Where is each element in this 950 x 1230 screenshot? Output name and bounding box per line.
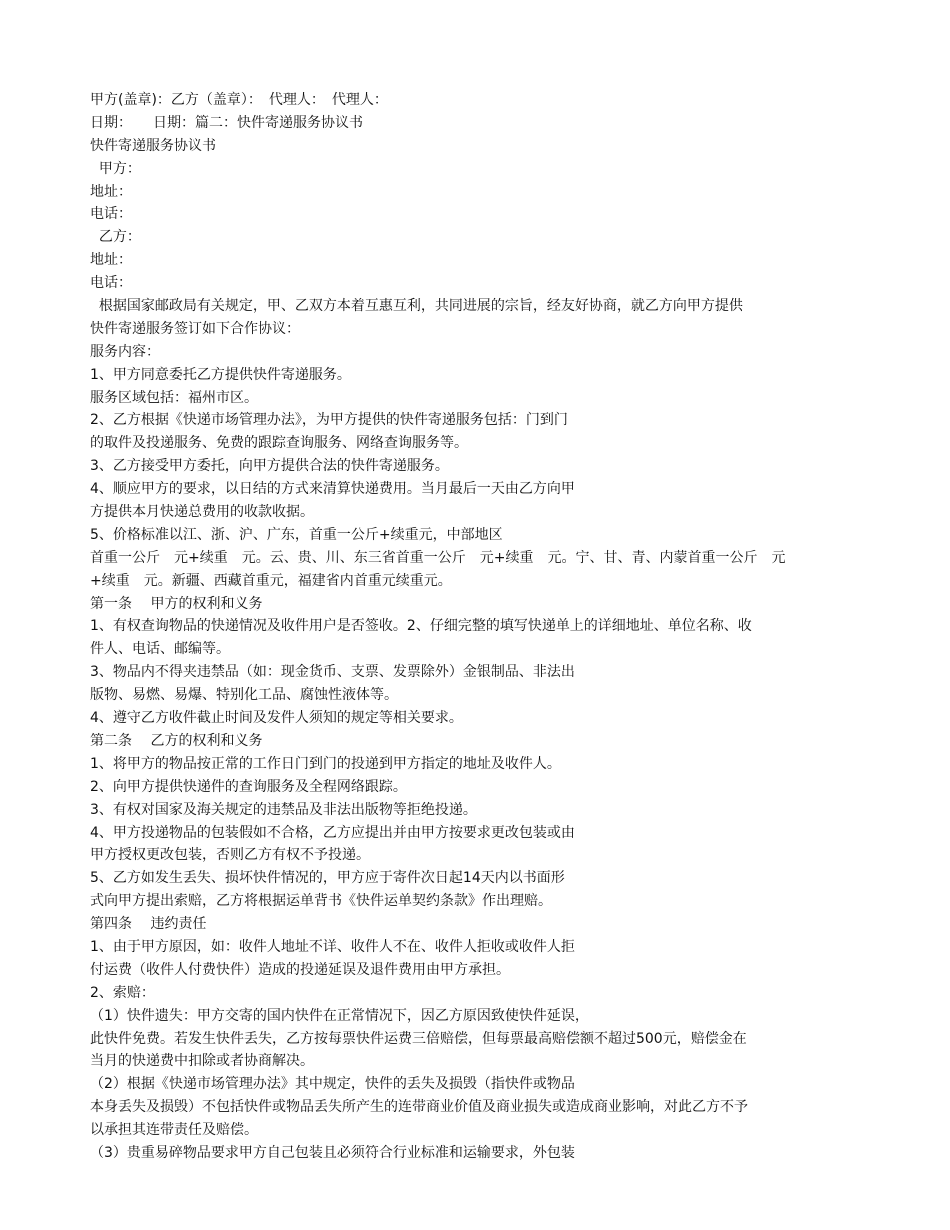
clause-line: 2、向甲方提供快递件的查询服务及全程网络跟踪。 xyxy=(90,778,407,795)
clause-line: 3、物品内不得夹违禁品（如：现金货币、支票、发票除外）金银制品、非法出 xyxy=(90,664,575,681)
clause-line: 以承担其连带责任及赔偿。 xyxy=(90,1122,258,1139)
section-heading: 服务内容： xyxy=(90,343,160,360)
clause-line: 件人、电话、邮编等。 xyxy=(90,641,230,658)
article-heading: 第四条 违约责任 xyxy=(90,916,207,933)
preamble-line: 快件寄递服务签订如下合作协议： xyxy=(90,320,300,337)
clause-line: 5、乙方如发生丢失、损坏快件情况的，甲方应于寄件次日起14天内以书面形 xyxy=(90,870,565,887)
clause-line: 方提供本月快递总费用的收款收据。 xyxy=(90,504,314,521)
clause-line: 4、甲方投递物品的包装假如不合格，乙方应提出并由甲方按要求更改包装或由 xyxy=(90,824,575,841)
clause-line: （3）贵重易碎物品要求甲方自己包装且必须符合行业标准和运输要求，外包装 xyxy=(90,1144,575,1161)
clause-line: 1、甲方同意委托乙方提供快件寄递服务。 xyxy=(90,366,351,383)
clause-line: 当月的快递费中扣除或者协商解决。 xyxy=(90,1053,314,1070)
clause-line: 付运费（收件人付费快件）造成的投递延误及退件费用由甲方承担。 xyxy=(90,961,510,978)
clause-line: 5、价格标准以江、浙、沪、广东，首重一公斤+续重元，中部地区 xyxy=(90,526,503,543)
party-a-address: 地址： xyxy=(90,183,132,200)
party-b-phone: 电话： xyxy=(90,275,132,292)
party-b-address: 地址： xyxy=(90,252,132,269)
clause-line: 甲方授权更改包装，否则乙方有权不予投递。 xyxy=(90,847,370,864)
clause-line: 此快件免费。若发生快件丢失，乙方按每票快件运费三倍赔偿，但每票最高赔偿额不超过500元，赔偿金在 xyxy=(90,1030,747,1047)
clause-line: 2、索赔： xyxy=(90,984,155,1001)
clause-line: 3、有权对国家及海关规定的违禁品及非法出版物等拒绝投递。 xyxy=(90,801,477,818)
clause-line: 1、将甲方的物品按正常的工作日门到门的投递到甲方指定的地址及收件人。 xyxy=(90,755,561,772)
party-a-label: 甲方： xyxy=(90,160,141,177)
clause-line: （2）根据《快递市场管理办法》其中规定，快件的丢失及损毁（指快件或物品 xyxy=(90,1076,575,1093)
clause-line: 式向甲方提出索赔，乙方将根据运单背书《快件运单契约条款》作出理赔。 xyxy=(90,893,552,910)
article-heading: 第一条 甲方的权利和义务 xyxy=(90,595,263,612)
article-heading: 第二条 乙方的权利和义务 xyxy=(90,732,263,749)
clause-line: 版物、易燃、易爆、特别化工品、腐蚀性液体等。 xyxy=(90,687,398,704)
clause-line: 1、有权查询物品的快递情况及收件用户是否签收。2、仔细完整的填写快递单上的详细地址、单位名称、收 xyxy=(90,618,752,635)
clause-line: 2、乙方根据《快递市场管理办法》，为甲方提供的快件寄递服务包括：门到门 xyxy=(90,412,568,429)
clause-line: 的取件及投递服务、免费的跟踪查询服务、网络查询服务等。 xyxy=(90,435,468,452)
agreement-title: 快件寄递服务协议书 xyxy=(90,137,216,154)
party-a-phone: 电话： xyxy=(90,206,132,223)
clause-line: 4、顺应甲方的要求，以日结的方式来清算快递费用。当月最后一天由乙方向甲 xyxy=(90,481,575,498)
clause-line: +续重 元。新疆、西藏首重元，福建省内首重元续重元。 xyxy=(90,572,452,589)
date-line: 日期： 日期：篇二：快件寄递服务协议书 xyxy=(90,114,363,131)
document-body xyxy=(90,89,870,1165)
clause-line: 4、遵守乙方收件截止时间及发件人须知的规定等相关要求。 xyxy=(90,710,463,727)
party-b-label: 乙方： xyxy=(90,229,141,246)
clause-line: 服务区域包括：福州市区。 xyxy=(90,389,258,406)
clause-line: 首重一公斤 元+续重 元。云、贵、川、东三省首重一公斤 元+续重 元。宁、甘、青、内蒙首重一公斤 元 xyxy=(90,549,786,566)
clause-line: 1、由于甲方原因，如：收件人地址不详、收件人不在、收件人拒收或收件人拒 xyxy=(90,938,575,955)
clause-line: 本身丢失及损毁）不包括快件或物品丢失所产生的连带商业价值及商业损失或造成商业影响，对此乙方不予 xyxy=(90,1099,748,1116)
signature-line: 甲方(盖章)：乙方（盖章）： 代理人： 代理人： xyxy=(90,92,388,108)
clause-line: 3、乙方接受甲方委托，向甲方提供合法的快件寄递服务。 xyxy=(90,458,449,475)
clause-line: （1）快件遗失：甲方交寄的国内快件在正常情况下，因乙方原因致使快件延误， xyxy=(90,1007,589,1024)
preamble-line: 根据国家邮政局有关规定，甲、乙双方本着互惠互利，共同进展的宗旨，经友好协商，就乙方向甲方提供 xyxy=(90,298,743,315)
